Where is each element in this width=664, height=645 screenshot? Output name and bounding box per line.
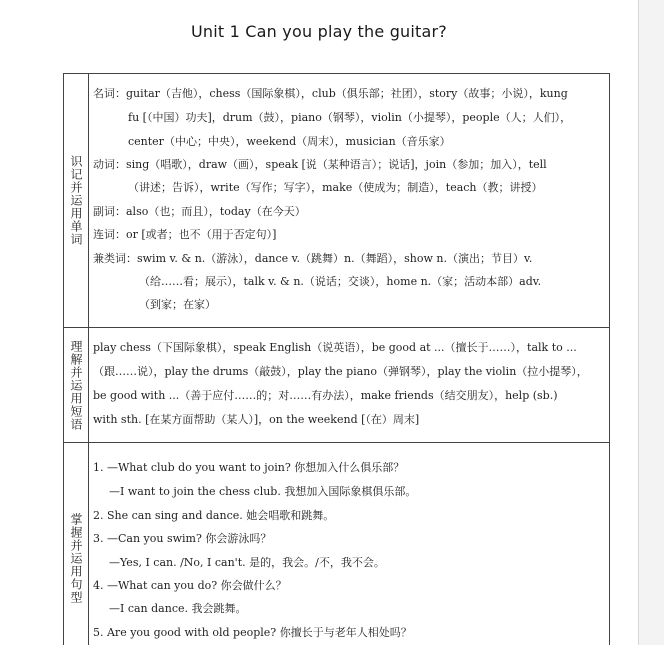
row-divider-2: [64, 442, 609, 443]
multi-class-line-2: （给……看；展示），talk v. & n.（说话；交谈），home n.（家；活动本部）adv.: [139, 275, 542, 288]
nouns-line-1: 名词：guitar（吉他），chess（国际象棋），club（俱乐部；社团），story（故事；小说），kung: [93, 87, 568, 100]
sentence-1-answer: —I want to join the chess club. 我想加入国际象棋俱乐部。: [109, 485, 417, 498]
multi-class-line-1: 兼类词：swim v. & n.（游泳），dance v.（跳舞）n.（舞蹈），show n.（演出；节目）v.: [93, 252, 533, 265]
study-table: [63, 73, 610, 645]
verbs-line-2: （讲述；告诉），write（写作；写字），make（使成为；制造），teach（教；讲授）: [128, 181, 543, 194]
phrases-line-1: play chess（下国际象棋），speak English（说英语），be good at ...（擅长于……），talk to ...: [93, 341, 577, 354]
column-divider: [88, 74, 89, 645]
adverbs-line: 副词：also（也；而且），today（在今天）: [93, 205, 306, 218]
row-divider-1: [64, 327, 609, 328]
sentence-3-question: 3. —Can you swim? 你会游泳吗？: [93, 532, 272, 545]
section-label-words: 识记并运用单词: [69, 155, 83, 246]
sentence-4-question: 4. —What can you do? 你会做什么？: [93, 579, 287, 592]
multi-class-line-3: （到家；在家）: [139, 298, 216, 311]
phrases-line-3: be good with ...（善于应付……的；对……有办法），make friends（结交朋友），help (sb.): [93, 389, 558, 402]
phrases-line-4: with sth. [在某方面帮助（某人）]，on the weekend [（在）周末]: [93, 413, 420, 426]
section-label-sentences: 掌握并运用句型: [69, 513, 83, 604]
phrases-line-2: （跟……说），play the drums（敲鼓），play the piano（弹钢琴），play the violin（拉小提琴），: [93, 365, 588, 378]
sentence-4-answer: —I can dance. 我会跳舞。: [109, 602, 247, 615]
page-title: Unit 1 Can you play the guitar?: [190, 22, 447, 41]
sentence-5: 5. Are you good with old people? 你擅长于与老年人相处吗？: [93, 626, 412, 639]
conjunctions-line: 连词：or [或者；也不（用于否定句）]: [93, 228, 277, 241]
nouns-line-2: fu [（中国）功夫]，drum（鼓），piano（钢琴），violin（小提琴），people（人；人们），: [128, 111, 572, 124]
verbs-line-1: 动词：sing（唱歌），draw（画），speak [说（某种语言）；说话]，join（参加；加入），tell: [93, 158, 547, 171]
sentence-2: 2. She can sing and dance. 她会唱歌和跳舞。: [93, 509, 335, 522]
sentence-3-answer: —Yes, I can. /No, I can't. 是的，我会。/不，我不会。: [109, 556, 385, 569]
section-label-phrases: 理解并运用短语: [69, 339, 83, 431]
page-edge: [638, 0, 639, 645]
sentence-1-question: 1. —What club do you want to join? 你想加入什么俱乐部？: [93, 461, 405, 474]
nouns-line-3: center（中心；中央），weekend（周末），musician（音乐家）: [128, 135, 451, 148]
